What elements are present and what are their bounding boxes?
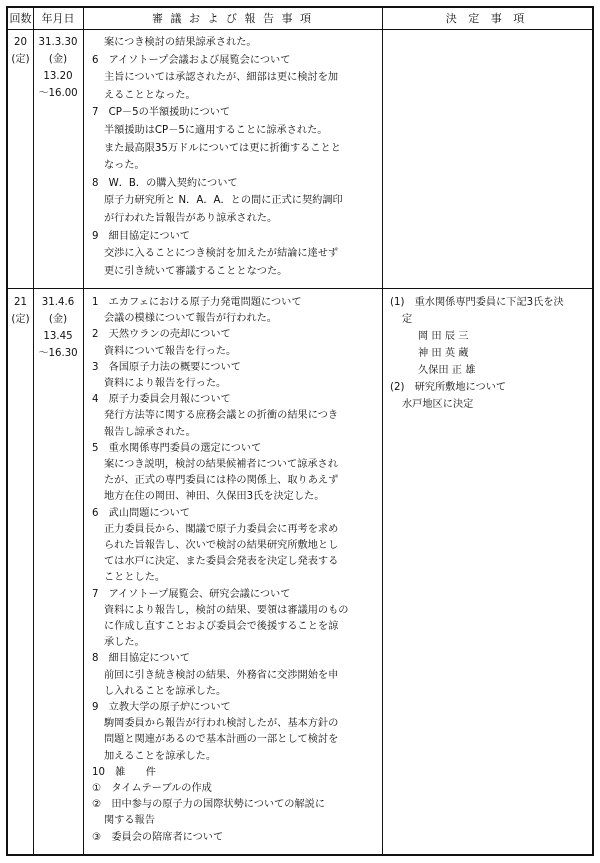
item-line: たが、正式の専門委員には枠の関係上、取りあえず	[104, 475, 339, 487]
item-line: ては水戸に決定、また委員会発表を決定し発表する	[104, 556, 339, 568]
item-line: し入れることを諒承した。	[104, 685, 227, 697]
item-line: が行われた旨報告があり諒承された。	[104, 213, 278, 224]
item-line: に作成し直すことおよび委員会で後援することを諒	[104, 621, 339, 632]
header-decisions: 決 定 事 項	[382, 8, 592, 30]
session-weekday: (金)	[48, 54, 68, 65]
item-line: 関する報告	[104, 815, 155, 827]
item-line: 会議の模様について報告が行われた。	[104, 313, 277, 325]
session-number: 20	[14, 37, 27, 48]
item-line: 駒岡委員から報告が行われ検討したが、基本方針の	[104, 718, 339, 730]
column-divider	[33, 8, 34, 854]
item-line: 更に引き続いて審議することとなつた。	[104, 265, 288, 277]
item-line: 正力委員長から、閣議で原子力委員会に再考を求め	[104, 523, 339, 535]
session-type: (定)	[11, 54, 30, 65]
item-line: 資料により報告し，検討の結果、要領は審議用のもの	[104, 604, 349, 616]
item-line: 1 エカフェにおける原子力発電問題について	[92, 297, 302, 308]
item-line: ② 田中参与の原子力の国際状勢についての解説に	[92, 799, 326, 811]
item-line: えることとなった。	[104, 89, 196, 101]
header-items: 審 議 お よ び 報 告 事 項	[83, 8, 382, 30]
decision-line: 神 田 英 蔵	[418, 348, 469, 359]
item-line: 5 重水関係専門委員の選定について	[92, 442, 262, 454]
session-time-to: ～16.00	[38, 88, 78, 99]
decision-line: 定	[402, 314, 413, 325]
item-line: ① タイムテーブルの作成	[92, 783, 212, 794]
item-line: 交渉に入ることにつき検討を加えたが結論に達せず	[104, 248, 339, 260]
decision-line: 岡 田 辰 三	[418, 331, 469, 342]
item-line: られた旨報告し、次いで検討の結果研究所敷地とし	[104, 540, 339, 551]
session-number: 21	[14, 297, 27, 308]
item-line: また最高限35万ドルについては更に折衝することと	[104, 142, 341, 154]
item-line: 3 各国原子力法の概要について	[92, 361, 241, 373]
item-line: 8 細目協定について	[92, 653, 190, 665]
header-date: 年月日	[33, 8, 83, 30]
item-line: 9 立教大学の原子炉について	[92, 702, 231, 713]
item-line: こととした。	[104, 572, 166, 584]
item-line: 6 武山問題について	[92, 507, 190, 519]
session-time-from: 13.20	[43, 71, 73, 82]
session-time-from: 13.45	[43, 331, 73, 342]
item-line: 2 天然ウランの売却について	[92, 329, 231, 341]
minutes-table	[6, 6, 594, 856]
decision-line: (2) 研究所敷地について	[390, 382, 507, 393]
item-line: 報告し諒承された。	[104, 426, 196, 438]
item-line: 原子力研究所と N．A．A．との間に正式に契約調印	[104, 195, 343, 207]
item-line: 資料により報告を行った。	[104, 378, 227, 389]
decision-line: 久保田 正 雄	[418, 365, 476, 376]
session-time-to: ～16.30	[38, 348, 78, 359]
session-type: (定)	[11, 314, 30, 325]
item-line: 発行方法等に関する庶務会議との折衝の結果につき	[104, 410, 339, 422]
item-line: なった。	[104, 160, 145, 172]
session-weekday: (金)	[48, 314, 68, 325]
item-line: 加えることを諒承した。	[104, 750, 217, 762]
item-line: 10 雑 件	[92, 766, 156, 778]
item-line: ③ 委員会の陪席者について	[92, 831, 224, 843]
item-line: 4 原子力委員会月報について	[92, 394, 231, 406]
decision-line: (1) 重水関係専門委員に下記3氏を決	[390, 297, 564, 308]
item-line: 8 W．B．の購入契約について	[92, 177, 238, 189]
item-line: 案につき説明，検討の結果候補者について諒承され	[104, 459, 338, 470]
item-line: 前回に引き続き検討の結果、外務省に交渉開始を申	[104, 669, 339, 681]
item-line: 資料について報告を行った。	[104, 345, 237, 357]
item-line: 承した。	[104, 637, 145, 649]
item-line: 7 アイソトープ展覧会、研究会議について	[92, 588, 291, 600]
column-divider	[382, 8, 383, 854]
item-line: 6 アイソトープ会議および展覧会について	[92, 54, 291, 66]
item-line: 9 細目協定について	[92, 230, 190, 242]
row-divider	[8, 288, 592, 289]
item-line: 主旨については承認されたが、細部は更に検討を加	[104, 72, 339, 84]
item-line: 問題と関連があるので基本計画の一部として検討を	[104, 734, 339, 746]
column-divider	[83, 8, 84, 854]
item-line: 案につき検討の結果諒承された。	[104, 37, 257, 48]
item-line: 地方在住の岡田、神田、久保田3氏を決定した。	[104, 491, 325, 503]
item-line: 半額援助はCP－5に適用することに諒承された。	[104, 125, 328, 136]
item-line: 7 CP－5の半額援助について	[92, 107, 231, 119]
session-date: 31.3.30	[38, 37, 78, 48]
decision-line: 水戸地区に決定	[402, 399, 474, 410]
header-session-no: 回数	[8, 8, 33, 30]
session-date: 31.4.6	[41, 297, 75, 308]
